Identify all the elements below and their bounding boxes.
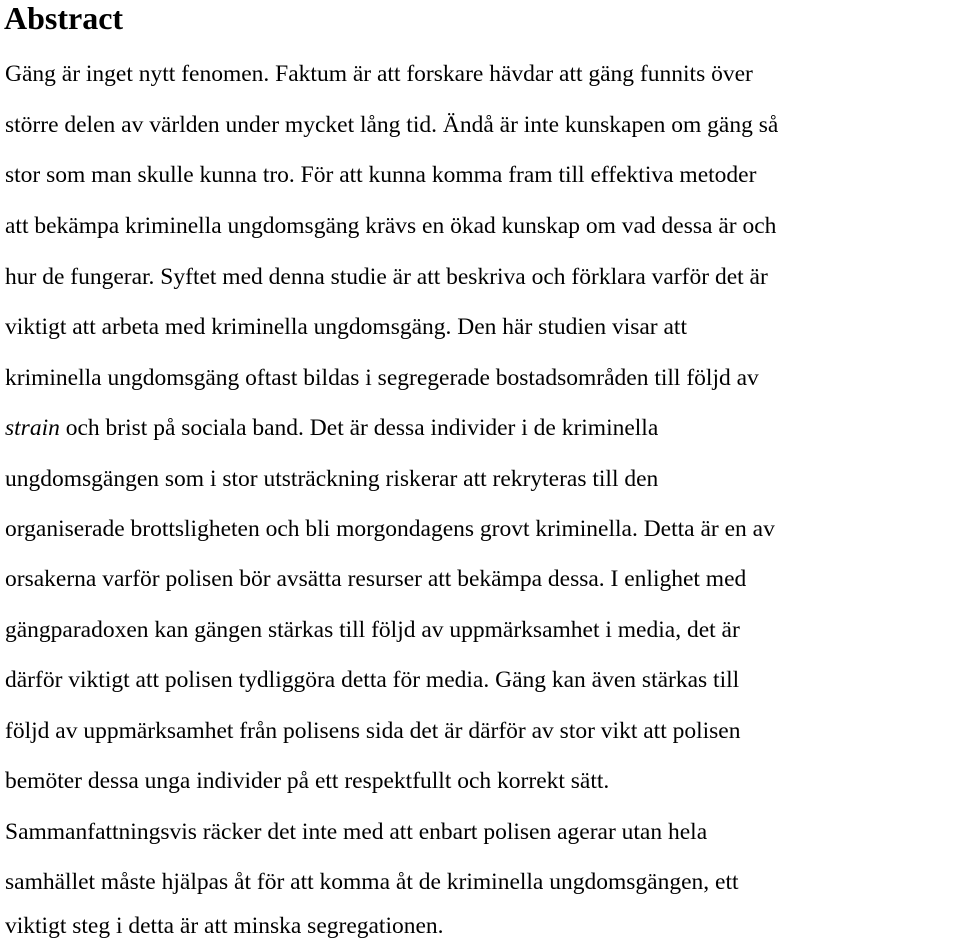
abstract-line: hur de fungerar. Syftet med denna studie är att beskriva och förklara varför det är — [5, 264, 768, 290]
abstract-line: orsakerna varför polisen bör avsätta resurser att bekämpa dessa. I enlighet med — [5, 566, 747, 592]
abstract-line: att bekämpa kriminella ungdomsgäng krävs en ökad kunskap om vad dessa är och — [5, 213, 777, 239]
italic-term: strain — [5, 415, 60, 441]
abstract-line: därför viktigt att polisen tydliggöra detta för media. Gäng kan även stärkas till — [5, 667, 740, 693]
abstract-line: viktigt steg i detta är att minska segregationen. — [5, 913, 444, 939]
abstract-line: viktigt att arbeta med kriminella ungdomsgäng. Den här studien visar att — [5, 314, 687, 340]
abstract-line: samhället måste hjälpas åt för att komma åt de kriminella ungdomsgängen, ett — [5, 869, 739, 895]
abstract-line: kriminella ungdomsgäng oftast bildas i segregerade bostadsområden till följd av — [5, 365, 759, 391]
abstract-line: organiserade brottsligheten och bli morgondagens grovt kriminella. Detta är en av — [5, 516, 775, 542]
abstract-line — [5, 413, 658, 443]
abstract-line: Gäng är inget nytt fenomen. Faktum är att forskare hävdar att gäng funnits över — [5, 61, 753, 87]
abstract-heading: Abstract — [4, 0, 124, 36]
abstract-line: stor som man skulle kunna tro. För att kunna komma fram till effektiva metoder — [5, 162, 757, 188]
abstract-line: ungdomsgängen som i stor utsträckning riskerar att rekryteras till den — [5, 466, 659, 492]
abstract-line: följd av uppmärksamhet från polisens sida det är därför av stor vikt att polisen — [5, 718, 741, 744]
abstract-line: större delen av världen under mycket lång tid. Ändå är inte kunskapen om gäng så — [5, 112, 779, 138]
abstract-line: bemöter dessa unga individer på ett respektfullt och korrekt sätt. — [5, 768, 610, 794]
abstract-line: Sammanfattningsvis räcker det inte med att enbart polisen agerar utan hela — [5, 819, 708, 845]
line-text: och brist på sociala band. Det är dessa individer i de kriminella — [59, 415, 659, 441]
abstract-line: gängparadoxen kan gängen stärkas till följd av uppmärksamhet i media, det är — [5, 617, 740, 643]
